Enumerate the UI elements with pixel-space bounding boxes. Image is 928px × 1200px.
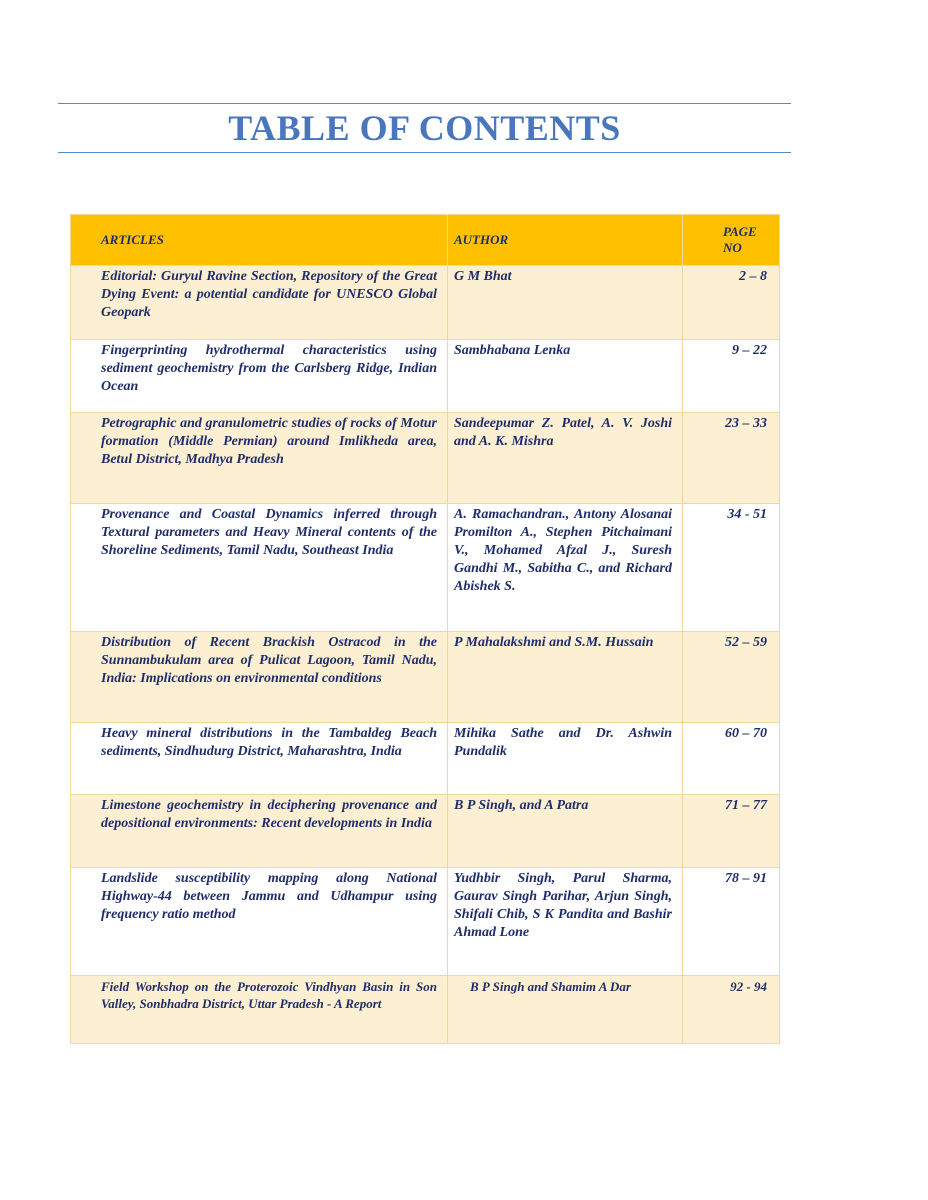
header-page-line2: NO [723, 240, 742, 255]
article-pages: 71 – 77 [683, 795, 780, 868]
article-pages: 52 – 59 [683, 632, 780, 723]
table-row [71, 976, 780, 1044]
article-title: Heavy mineral distributions in the Tambaldeg Beach sediments, Sindhudurg District, Maharashtra, India [71, 723, 448, 795]
article-title: Editorial: Guryul Ravine Section, Repository of the Great Dying Event: a potential candidate for UNESCO Global Geopark [71, 266, 448, 340]
article-author: Sambhabana Lenka [448, 340, 683, 413]
article-author: G M Bhat [448, 266, 683, 340]
article-author: Sandeepumar Z. Patel, A. V. Joshi and A. K. Mishra [448, 413, 683, 504]
article-title: Provenance and Coastal Dynamics inferred through Textural parameters and Heavy Mineral contents of the Shoreline Sediments, Tamil Nadu, Southeast India [71, 504, 448, 632]
article-author: P Mahalakshmi and S.M. Hussain [448, 632, 683, 723]
table-row [71, 266, 780, 340]
table-row [71, 632, 780, 723]
table-row [71, 413, 780, 504]
article-pages: 60 – 70 [683, 723, 780, 795]
table-header-row [71, 215, 780, 266]
header-page-line1: PAGE [723, 224, 757, 239]
article-author: A. Ramachandran., Antony Alosanai Promilton A., Stephen Pitchaimani V., Mohamed Afzal J., Suresh Gandhi M., Sabitha C., and Richard Abishek S. [448, 504, 683, 632]
article-title: Petrographic and granulometric studies of rocks of Motur formation (Middle Permian) around Imlikheda area, Betul District, Madhya Pradesh [71, 413, 448, 504]
article-title: Limestone geochemistry in deciphering provenance and depositional environments: Recent developments in India [71, 795, 448, 868]
article-title: Landslide susceptibility mapping along National Highway-44 between Jammu and Udhampur using frequency ratio method [71, 868, 448, 976]
article-author: Mihika Sathe and Dr. Ashwin Pundalik [448, 723, 683, 795]
article-author: B P Singh and Shamim A Dar [448, 976, 683, 1044]
article-author: Yudhbir Singh, Parul Sharma, Gaurav Singh Parihar, Arjun Singh, Shifali Chib, S K Pandita and Bashir Ahmad Lone [448, 868, 683, 976]
title-bottom-rule [58, 152, 791, 153]
page-title: TABLE OF CONTENTS [228, 108, 621, 148]
article-pages: 2 – 8 [683, 266, 780, 340]
contents-table [70, 214, 780, 1044]
header-articles: ARTICLES [71, 215, 448, 266]
header-author: AUTHOR [448, 215, 683, 266]
table-row [71, 723, 780, 795]
table-row [71, 340, 780, 413]
article-pages: 34 - 51 [683, 504, 780, 632]
article-title: Field Workshop on the Proterozoic Vindhyan Basin in Son Valley, Sonbhadra District, Uttar Pradesh - A Report [71, 976, 448, 1044]
table-row [71, 868, 780, 976]
article-pages: 78 – 91 [683, 868, 780, 976]
article-author: B P Singh, and A Patra [448, 795, 683, 868]
article-title: Distribution of Recent Brackish Ostracod in the Sunnambukulam area of Pulicat Lagoon, Tamil Nadu, India: Implications on environmental conditions [71, 632, 448, 723]
header-page-no [683, 215, 780, 266]
table-row [71, 504, 780, 632]
article-pages: 9 – 22 [683, 340, 780, 413]
table-row [71, 795, 780, 868]
article-pages: 92 - 94 [683, 976, 780, 1044]
article-title: Fingerprinting hydrothermal characteristics using sediment geochemistry from the Carlsberg Ridge, Indian Ocean [71, 340, 448, 413]
article-pages: 23 – 33 [683, 413, 780, 504]
